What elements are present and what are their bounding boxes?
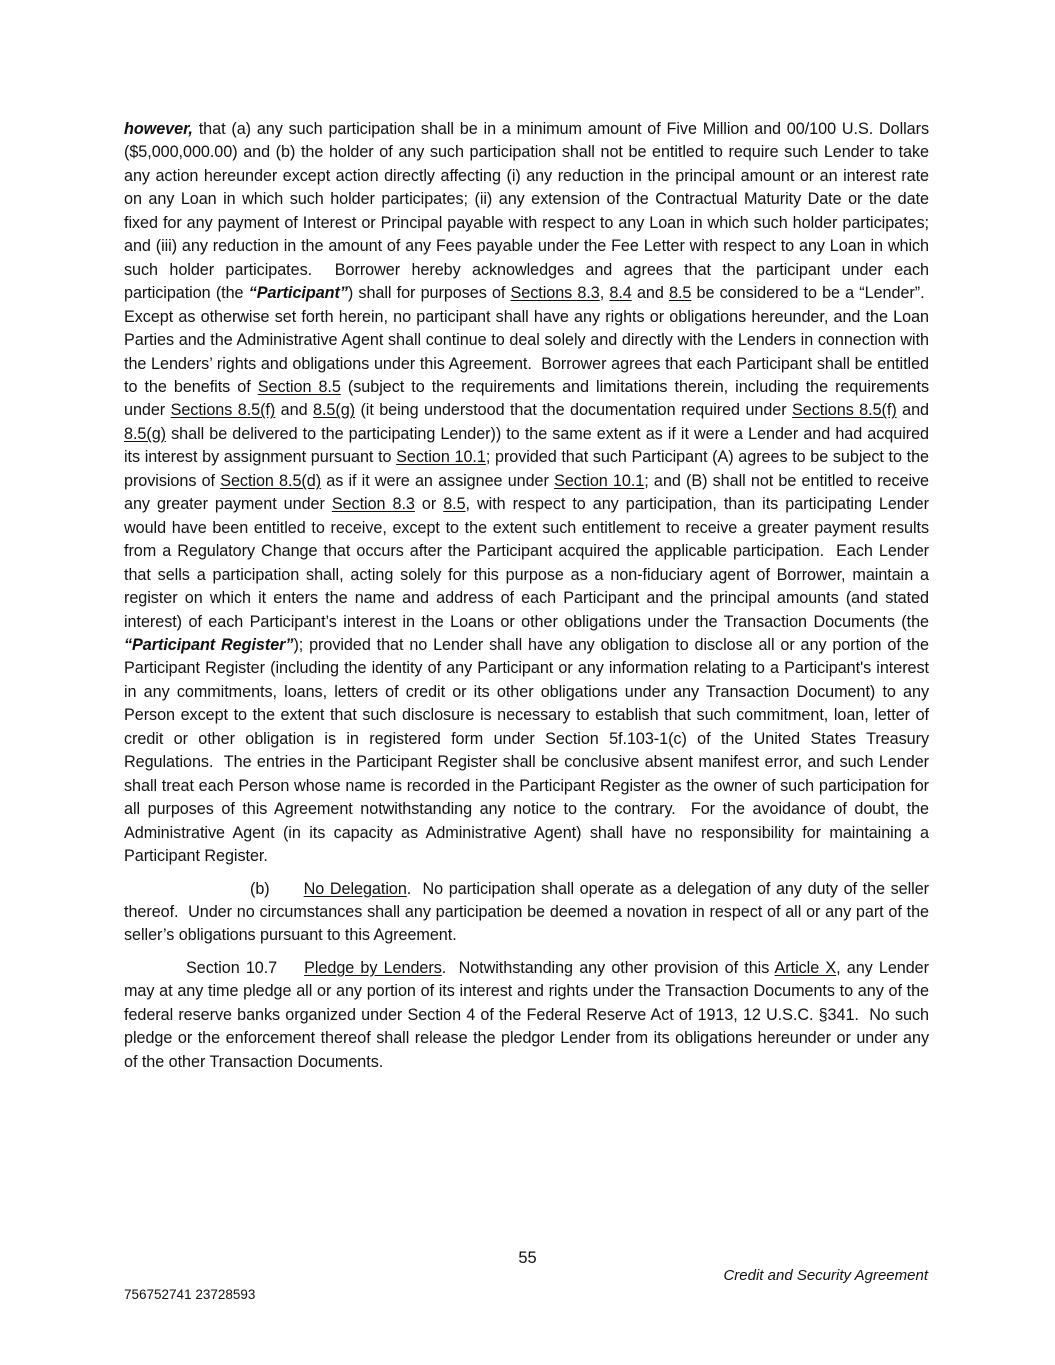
text-run: and (631, 284, 669, 303)
underlined-reference: No Delegation (303, 879, 407, 898)
page-number: 55 (518, 1249, 537, 1267)
document-body (124, 118, 934, 1083)
text-run: , (599, 284, 610, 303)
text-run: , with respect to any participation, than its participating Lender would have been entitled to receive, except to the extent such entitlement to receive a greater payment results from a Regulatory Change that occurs after the Participant acquired the applicable participation. Each Lender that sells a participation shall, acting solely for this purpose as a non-fiduciary agent of Borrower, maintain a register on which it enters the name and address of each Participant and the principal amounts (and stated interest) of each Participant’s interest in the Loans or other obligations under the Transaction Documents (the (124, 495, 934, 631)
text-run: (b) (250, 879, 270, 898)
text-run: ; and (B) shall not be entitled to receive any greater payment under (124, 471, 934, 514)
underlined-reference: Section 10.1 (554, 471, 645, 490)
text-run: as if it were an assignee under (321, 471, 555, 490)
defined-term: “Participant” (248, 284, 348, 303)
underlined-reference: Pledge by Lenders (304, 958, 442, 977)
underlined-reference: Sections 8.5(f) (170, 401, 276, 420)
underlined-reference: 8.4 (609, 284, 632, 303)
underlined-reference: Sections 8.5(f) (792, 401, 897, 420)
paragraph-no-delegation (124, 878, 934, 948)
underlined-reference: 8.5(g) (124, 424, 166, 443)
text-run: and (896, 401, 934, 420)
underlined-reference: Section 8.5 (257, 377, 341, 396)
underlined-reference: 8.5(g) (313, 401, 355, 420)
text-run: ); provided that no Lender shall have any obligation to disclose all or any portion of the Participant Register (including the identity of any Participant or any information relating to a Participant's interest in any commitments, loans, letters of credit or its other obligations under any Transaction Document) to any Person except to the extent that such disclosure is necessary to establish that such commitment, loan, letter of credit or other obligation is in registered form under Section 5f.103-1(c) of the United States Treasury Regulations. The entries in the Participant Register shall be conclusive absent manifest error, and such Lender shall treat each Person whose name is recorded in the Participant Register as the owner of such participation for all purposes of this Agreement notwithstanding any notice to the contrary. For the avoidance of doubt, the Administrative Agent (in its capacity as Administrative Agent) shall have no responsibility for maintaining a Participant Register. (124, 635, 934, 866)
underlined-reference: Article X (774, 958, 837, 977)
paragraph-participations-continuation (124, 118, 934, 869)
underlined-reference: Section 8.5(d) (220, 471, 322, 490)
underlined-reference: Sections 8.3 (510, 284, 600, 303)
text-run: or (414, 495, 444, 514)
text-run: . Notwithstanding any other provision of this (441, 958, 775, 977)
text-run: . No participation shall operate as a delegation of any duty of the seller thereof. Under no circumstances shall any participation be deemed a novation in respect of all or any part of the seller’s obligations pursuant to this Agreement. (124, 879, 934, 945)
footer-document-id: 756752741 23728593 (124, 1287, 256, 1302)
text-run: shall be delivered to the participating Lender)) to the same extent as if it were a Lender and had acquired its interest by assignment pursuant to (124, 424, 934, 467)
footer-document-title: Credit and Security Agreement (723, 1267, 928, 1284)
text-run: (subject to the requirements and limitations therein, including the requirements under (124, 377, 934, 420)
text-run: (it being understood that the documentation required under (355, 401, 793, 420)
text-run: and (275, 401, 313, 420)
paragraph-section-10-7-pledge-by-lenders (124, 957, 934, 1074)
defined-term: however, (124, 120, 193, 138)
text-run: ; provided that such Participant (A) agrees to be subject to the provisions of (124, 448, 934, 490)
text-run: , any Lender may at any time pledge all or any portion of its interest and rights under the Transaction Documents to any of the federal reserve banks organized under Section 4 of the Federal Reserve Act of 1913, 12 U.S.C. §341. No such pledge or the enforcement thereof shall release the pledgor Lender from its obligations hereunder or under any of the other Transaction Documents. (124, 958, 934, 1071)
underlined-reference: 8.5 (669, 284, 692, 303)
underlined-reference: 8.5 (443, 495, 466, 514)
underlined-reference: Section 10.1 (396, 448, 486, 467)
underlined-reference: Section 8.3 (331, 495, 415, 514)
text-run: ) shall for purposes of (347, 284, 511, 303)
defined-term: “Participant Register” (124, 635, 294, 654)
text-run: that (a) any such participation shall be in a minimum amount of Five Million and 00/100 U.S. Dollars ($5,000,000.00) and (b) the holder of any such participation shall not be entitled to require such Lender to take any action hereunder except action directly affecting (i) any reduction in the principal amount or an interest rate on any Loan in which such holder participates; (ii) any extension of the Contractual Maturity Date or the date fixed for any payment of Interest or Principal payable with respect to any Loan in which such holder participates; and (iii) any reduction in the amount of any Fees payable under the Fee Letter with respect to any Loan in which such holder participates. Borrower hereby acknowledges and agrees that the participant under each participation (the (124, 120, 934, 303)
text-run: Section 10.7 (186, 958, 278, 977)
text-run: be considered to be a “Lender”. Except as otherwise set forth herein, no participant shall have any rights or obligations hereunder, and the Loan Parties and the Administrative Agent shall continue to deal solely and directly with the Lenders in connection with the Lenders’ rights and obligations under this Agreement. Borrower agrees that each Participant shall be entitled to the benefits of (124, 284, 934, 396)
